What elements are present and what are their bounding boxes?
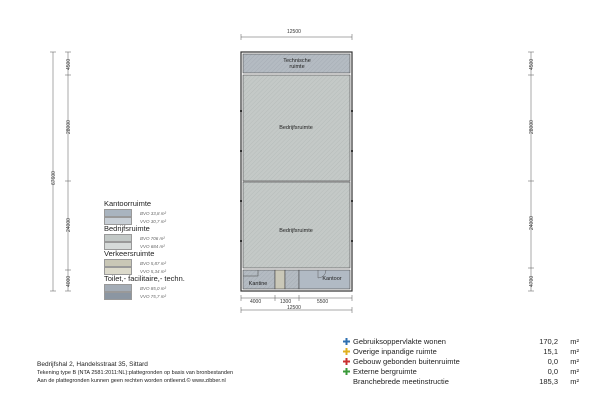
left-segment-3: 24000: [66, 218, 72, 232]
legend-item: [104, 224, 224, 249]
legend-swatch: [104, 292, 132, 300]
footer: [37, 360, 233, 385]
bottom-segment-1: 4000: [250, 299, 262, 305]
blue-cross-icon: [343, 338, 350, 345]
legend-bvo: BVO 5,87 m²: [140, 260, 167, 266]
right-segment-3: 24000: [529, 216, 535, 230]
left-segment-4: 4000: [66, 275, 72, 287]
legend-bvo: BVO 706 m²: [140, 235, 165, 241]
red-cross-icon: [343, 358, 350, 365]
left-total-label: 67600: [51, 171, 57, 185]
yellow-cross-icon: [343, 348, 350, 355]
label-bedrijfsruimte-bottom: Bedrijfsruimte: [279, 228, 313, 234]
green-cross-icon: [343, 368, 350, 375]
room-bedrijfsruimte-bottom: [243, 182, 350, 268]
area-row: [343, 337, 583, 347]
legend-swatch: [104, 234, 132, 242]
right-segment-1: 4500: [529, 58, 535, 70]
left-segment-1: 4500: [66, 58, 72, 70]
area-label: Overige inpandige ruimte: [353, 347, 437, 356]
legend-title: Bedrijfsruimte: [104, 224, 150, 233]
legend-swatch: [104, 259, 132, 267]
area-label: Gebruiksoppervlakte wonen: [353, 337, 446, 346]
area-label: Externe bergruimte: [353, 367, 417, 376]
label-bedrijfsruimte-top: Bedrijfsruimte: [279, 125, 313, 131]
area-unit: m²: [570, 367, 579, 376]
bottom-total-label: 12500: [287, 305, 301, 311]
right-segment-2: 28000: [529, 120, 535, 134]
legend-bvo: BVO 85,0 m²: [140, 285, 167, 291]
area-value: 15,1: [543, 347, 558, 356]
legend-item: [104, 249, 224, 274]
legend-bvo: BVO 33,8 m²: [140, 210, 167, 216]
area-row-total: [343, 377, 583, 387]
left-segment-2: 28000: [66, 120, 72, 134]
right-segment-4: 4700: [529, 275, 535, 287]
legend-vvo: VVO 684 m²: [140, 243, 165, 249]
legend-vvo: VVO 5,34 m²: [140, 268, 167, 274]
area-row: [343, 367, 583, 377]
area-row: [343, 357, 583, 367]
legend-title: Toilet,- facilitaire,- techn.: [104, 274, 185, 283]
room-toilet: [285, 270, 299, 289]
legend-swatch: [104, 284, 132, 292]
legend-item: [104, 199, 224, 224]
area-unit: m²: [570, 377, 579, 386]
legend-vvo: VVO 75,7 m²: [140, 293, 167, 299]
label-technische-ruimte: Technische ruimte: [283, 58, 311, 70]
area-value: 0,0: [547, 357, 558, 366]
area-value: 0,0: [547, 367, 558, 376]
legend-title: Kantoorruimte: [104, 199, 152, 208]
label-kantoor: Kantoor: [322, 276, 342, 282]
label-kantine: Kantine: [248, 281, 268, 287]
area-summary: [343, 337, 583, 387]
area-unit: m²: [570, 357, 579, 366]
legend: [104, 199, 224, 299]
legend-vvo: VVO 30,7 m²: [140, 218, 167, 224]
top-dimension-label: 12500: [287, 29, 301, 35]
footer-line-3: Aan de plattegronden kunnen geen rechten worden ontleend.© www.zibber.nl: [37, 378, 226, 384]
area-label: Gebouw gebonden buitenruimte: [353, 357, 460, 366]
footer-title: Bedrijfshal 2, Handelsstraat 35, Sittard: [37, 361, 148, 368]
room-verkeer: [275, 270, 285, 289]
area-unit: m²: [570, 347, 579, 356]
bottom-segment-3: 5500: [317, 299, 329, 305]
area-value: 170,2: [539, 337, 558, 346]
area-label: Branchebrede meetinstructie: [353, 377, 449, 386]
legend-title: Verkeersruimte: [104, 249, 155, 258]
area-value: 185,3: [539, 377, 558, 386]
area-row: [343, 347, 583, 357]
bottom-segment-2: 1300: [280, 299, 292, 305]
area-unit: m²: [570, 337, 579, 346]
footer-line-2: Tekening type B (NTA 2581:2011:NL):plattegronden op basis van bronbestanden: [37, 370, 234, 376]
right-dimension-lines: [528, 52, 534, 291]
legend-item: [104, 274, 224, 299]
legend-swatch: [104, 209, 132, 217]
